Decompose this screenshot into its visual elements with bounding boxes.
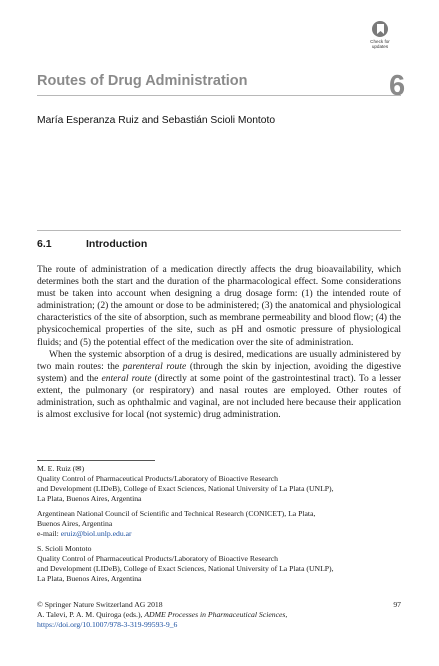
p2-text-a: When the systemic absorption of a drug is desired, medications are usually administered by two main routes: the <box>37 348 401 372</box>
check-for-updates-label <box>363 39 397 49</box>
p2-text-b: (through the skin by injection, avoiding the digestive system) and the <box>37 360 401 384</box>
citation-editors: A. Talevi, P. A. M. Quiroga (eds.), <box>37 610 145 619</box>
page-number: 97 <box>393 600 401 609</box>
bookmark-icon <box>372 21 388 37</box>
section-title: Introduction <box>86 238 148 250</box>
badge-line-2: updates <box>371 44 389 49</box>
citation-book-title: ADME Processes in Pharmaceutical Sciences <box>144 610 286 619</box>
author-1-affiliation-line: and Development (LIDeB), College of Exact Sciences, National University of La Plata (UNLP), <box>37 484 334 493</box>
author-2-name: S. Scioli Montoto <box>37 544 92 553</box>
author-1-affiliation-line: Quality Control of Pharmaceutical Products/Laboratory of Bioactive Research <box>37 474 279 483</box>
section-number: 6.1 <box>37 238 52 250</box>
chapter-number: 6 <box>389 70 406 102</box>
author-2-block <box>37 544 401 584</box>
author-1-name: M. E. Ruiz (✉) <box>37 464 85 473</box>
author-1-second-affiliation <box>37 509 401 539</box>
paragraph-1: The route of administration of a medication directly affects the drug bioavailability, which determines both the start and the duration of the pharmacological effect. Some considerations must be taken into account when designing a drug dosage form: (1) the intended route of administration; (2) the amount or dose to be administered; (3) the anatomical and physiological characteristics of the site of absorption, such as membrane permeability and blood flow; (4) the physicochemical properties of the site, such as pH and osmotic pressure of physiological fluids; and (5) the potential effect of the medication over the site of administration. <box>37 264 402 348</box>
term-parenteral-route: parenteral route <box>122 360 187 372</box>
term-enteral-route: enteral route <box>101 372 152 384</box>
paragraph-2 <box>37 349 401 422</box>
author-1-affiliation-line: Argentinean National Council of Scientific and Technical Research (CONICET), La Plata, <box>37 509 316 518</box>
chapter-title: Routes of Drug Administration <box>37 73 248 89</box>
check-for-updates-badge[interactable] <box>363 21 397 55</box>
citation-sep: , <box>285 610 288 619</box>
author-1-affiliation-line: Buenos Aires, Argentina <box>37 519 113 528</box>
author-footnotes <box>37 464 401 589</box>
email-label: e-mail: <box>37 529 61 538</box>
doi-link[interactable]: https://doi.org/10.1007/978-3-319-99593-9_6 <box>37 620 178 629</box>
author-2-affiliation-line: Quality Control of Pharmaceutical Products/Laboratory of Bioactive Research <box>37 554 279 563</box>
p2-text-c: (directly at some point of the gastrointestinal tract). To a lesser extent, the pulmonary (or respiratory) and nasal routes are employed. Other routes of administration, such as ophthalmic and vaginal, are not included here because their application is almost exclusive for local (not systemic) drug administration. <box>37 372 401 421</box>
citation <box>37 610 401 620</box>
email-link[interactable]: eruiz@biol.unlp.edu.ar <box>60 529 132 538</box>
body-text <box>37 264 401 421</box>
footnote-divider <box>37 460 155 461</box>
badge-line-1: Check for <box>370 39 390 44</box>
author-2-affiliation-line: and Development (LIDeB), College of Exact Sciences, National University of La Plata (UNLP), <box>37 564 334 573</box>
copyright-notice: © Springer Nature Switzerland AG 2018 <box>37 600 163 609</box>
footer-row <box>37 600 401 610</box>
chapter-authors: María Esperanza Ruiz and Sebastián Scioli Montoto <box>37 115 276 126</box>
title-divider <box>37 95 401 96</box>
author-1-email <box>37 529 401 539</box>
author-1-affiliation-line: La Plata, Buenos Aires, Argentina <box>37 494 142 503</box>
author-2-affiliation-line: La Plata, Buenos Aires, Argentina <box>37 574 142 583</box>
page-footer <box>37 600 401 630</box>
section-divider <box>37 230 401 231</box>
author-1-block <box>37 464 401 504</box>
